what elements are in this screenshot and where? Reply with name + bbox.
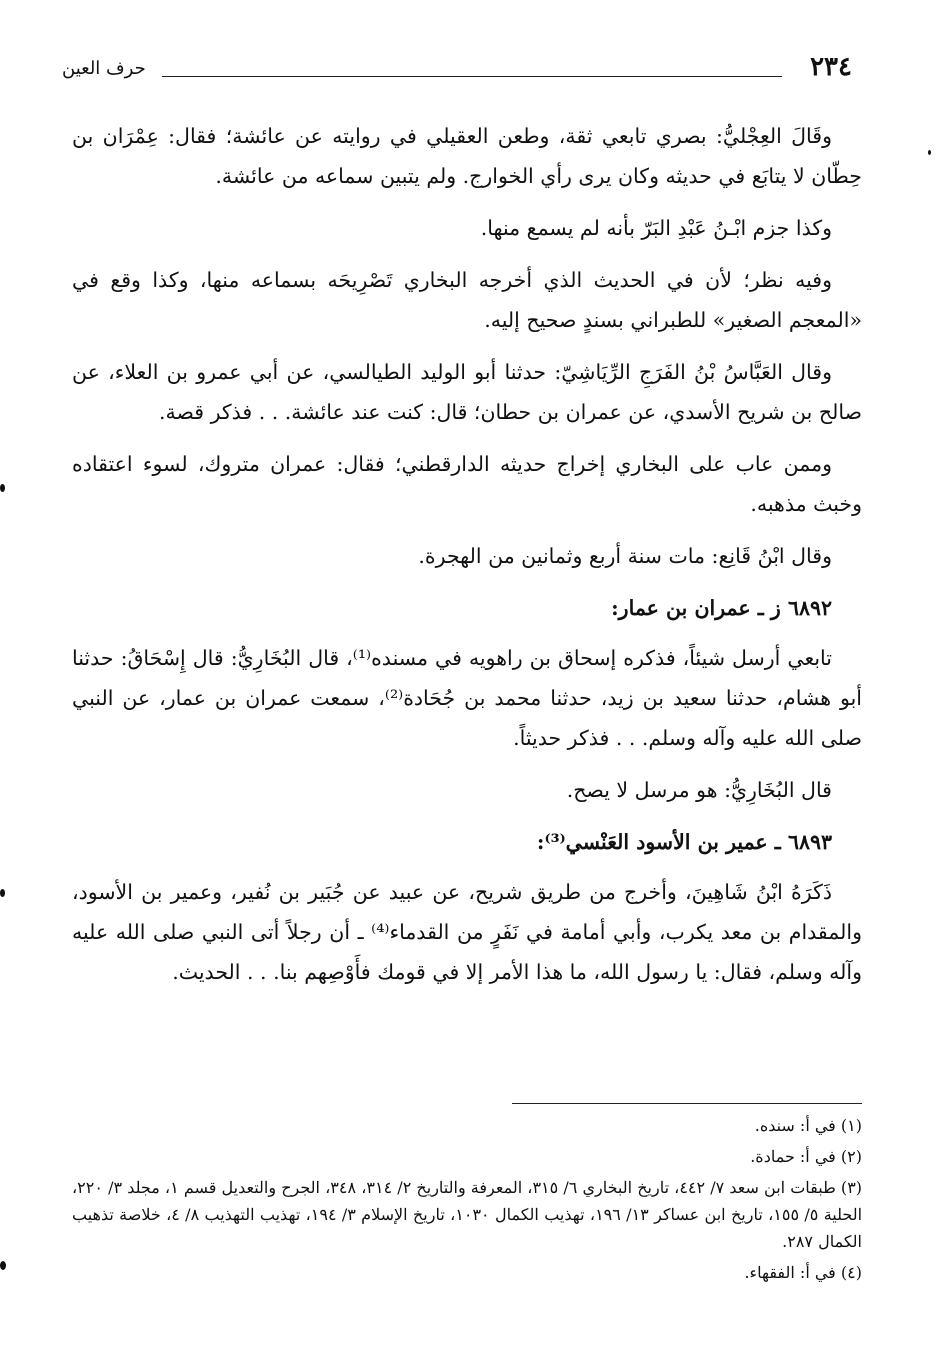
- paragraph: قال البُخَارِيُّ: هو مرسل لا يصح.: [566, 778, 832, 802]
- main-text: [72, 116, 862, 1004]
- header-rule: [162, 76, 782, 77]
- page-number: ٢٣٤: [810, 52, 852, 82]
- scan-speck: [0, 1261, 6, 1270]
- scan-speck: [0, 889, 5, 897]
- section-title: حرف العين: [62, 58, 146, 79]
- paragraph: وقال العَبَّاسُ بْنُ الفَرَجِ الرِّيَاشِيّ: حدثنا أبو الوليد الطيالسي، عن أبي عمرو بن العلاء، عن صالح بن شريح الأسدي، عن عمران بن حطان؛ قال: كنت عند عائشة. . . فذكر قصة.: [72, 360, 862, 424]
- paragraph: ذَكَرَهُ ابْنُ شَاهِينَ، وأخرج من طريق شريح، عن عبيد عن جُبَير بن نُفير، وعمير بن الأسود، والمقدام بن معد يكرب، وأبي أمامة في نَفَرٍ من القدماء⁽⁴⁾ ـ أن رجلاً أتى النبي صلى الله عليه وآله وسلم، فقال: يا رسول الله، ما هذا الأمر إلا في قومك فأَوْصِهم بنا. . . الحديث.: [72, 880, 862, 984]
- paragraph: وقَالَ العِجْليُّ: بصري تابعي ثقة، وطعن العقيلي في روايته عن عائشة؛ فقال: عِمْرَان بن حِطّان لا يتابَع في حديثه وكان يرى رأي الخوارج. ولم يتبين سماعه من عائشة.: [72, 124, 862, 188]
- entry-heading: ٦٨٩٣ ـ عمير بن الأسود العَنْسي⁽³⁾:: [536, 830, 832, 854]
- paragraph: تابعي أرسل شيئاً، فذكره إسحاق بن راهويه في مسنده⁽¹⁾، قال البُخَارِيُّ: قال إِسْحَاقُ: حدثنا أبو هشام، حدثنا سعيد بن زيد، حدثنا محمد بن جُحَادة⁽²⁾، سمعت عمران بن عمار، عن النبي صلى الله عليه وآله وسلم. . . فذكر حديثاً.: [72, 646, 862, 750]
- scan-speck: [0, 484, 5, 492]
- scan-speck: [928, 150, 931, 155]
- paragraph: وممن عاب على البخاري إخراج حديثه الدارقطني؛ فقال: عمران متروك، لسوء اعتقاده وخبث مذهبه.: [72, 452, 862, 516]
- footnote-rule: [512, 1103, 862, 1104]
- paragraph: وكذا جزم ابْـنُ عَبْدِ البَرّ بأنه لم يسمع منها.: [480, 216, 832, 240]
- paragraph: وفيه نظر؛ لأن في الحديث الذي أخرجه البخاري تَصْرِيحَه بسماعه منها، وكذا وقع في «المعجم الصغير» للطبراني بسندٍ صحيح إليه.: [72, 268, 862, 332]
- footnote: (٤) في أ: الفقهاء.: [744, 1263, 862, 1282]
- entry-heading: ٦٨٩٢ ز ـ عمران بن عمار:: [611, 596, 832, 620]
- footnote: (٢) في أ: حمادة.: [750, 1147, 862, 1166]
- footnote: (٣) طبقات ابن سعد ٧/ ٤٤٢، تاريخ البخاري ٦/ ٣١٥، المعرفة والتاريخ ٢/ ٣١٤، ٣٤٨، الجرح والتعديل قسم ١، مجلد ٣/ ٢٢٠، الحلية ٥/ ١٥٥، تاريخ ابن عساكر ١٣/ ١٩٦، تهذيب الكمال ١٠٣٠، تاريخ الإسلام ٣/ ١٩٤، تهذيب التهذيب ٨/ ٤، خلاصة تذهيب الكمال ٢٨٧.: [72, 1178, 863, 1251]
- paragraph: وقال ابْنُ قَانِع: مات سنة أربع وثمانين من الهجرة.: [418, 544, 832, 568]
- page-header: [62, 52, 852, 92]
- footnote: (١) في أ: سنده.: [754, 1116, 862, 1135]
- footnotes: [72, 1112, 862, 1290]
